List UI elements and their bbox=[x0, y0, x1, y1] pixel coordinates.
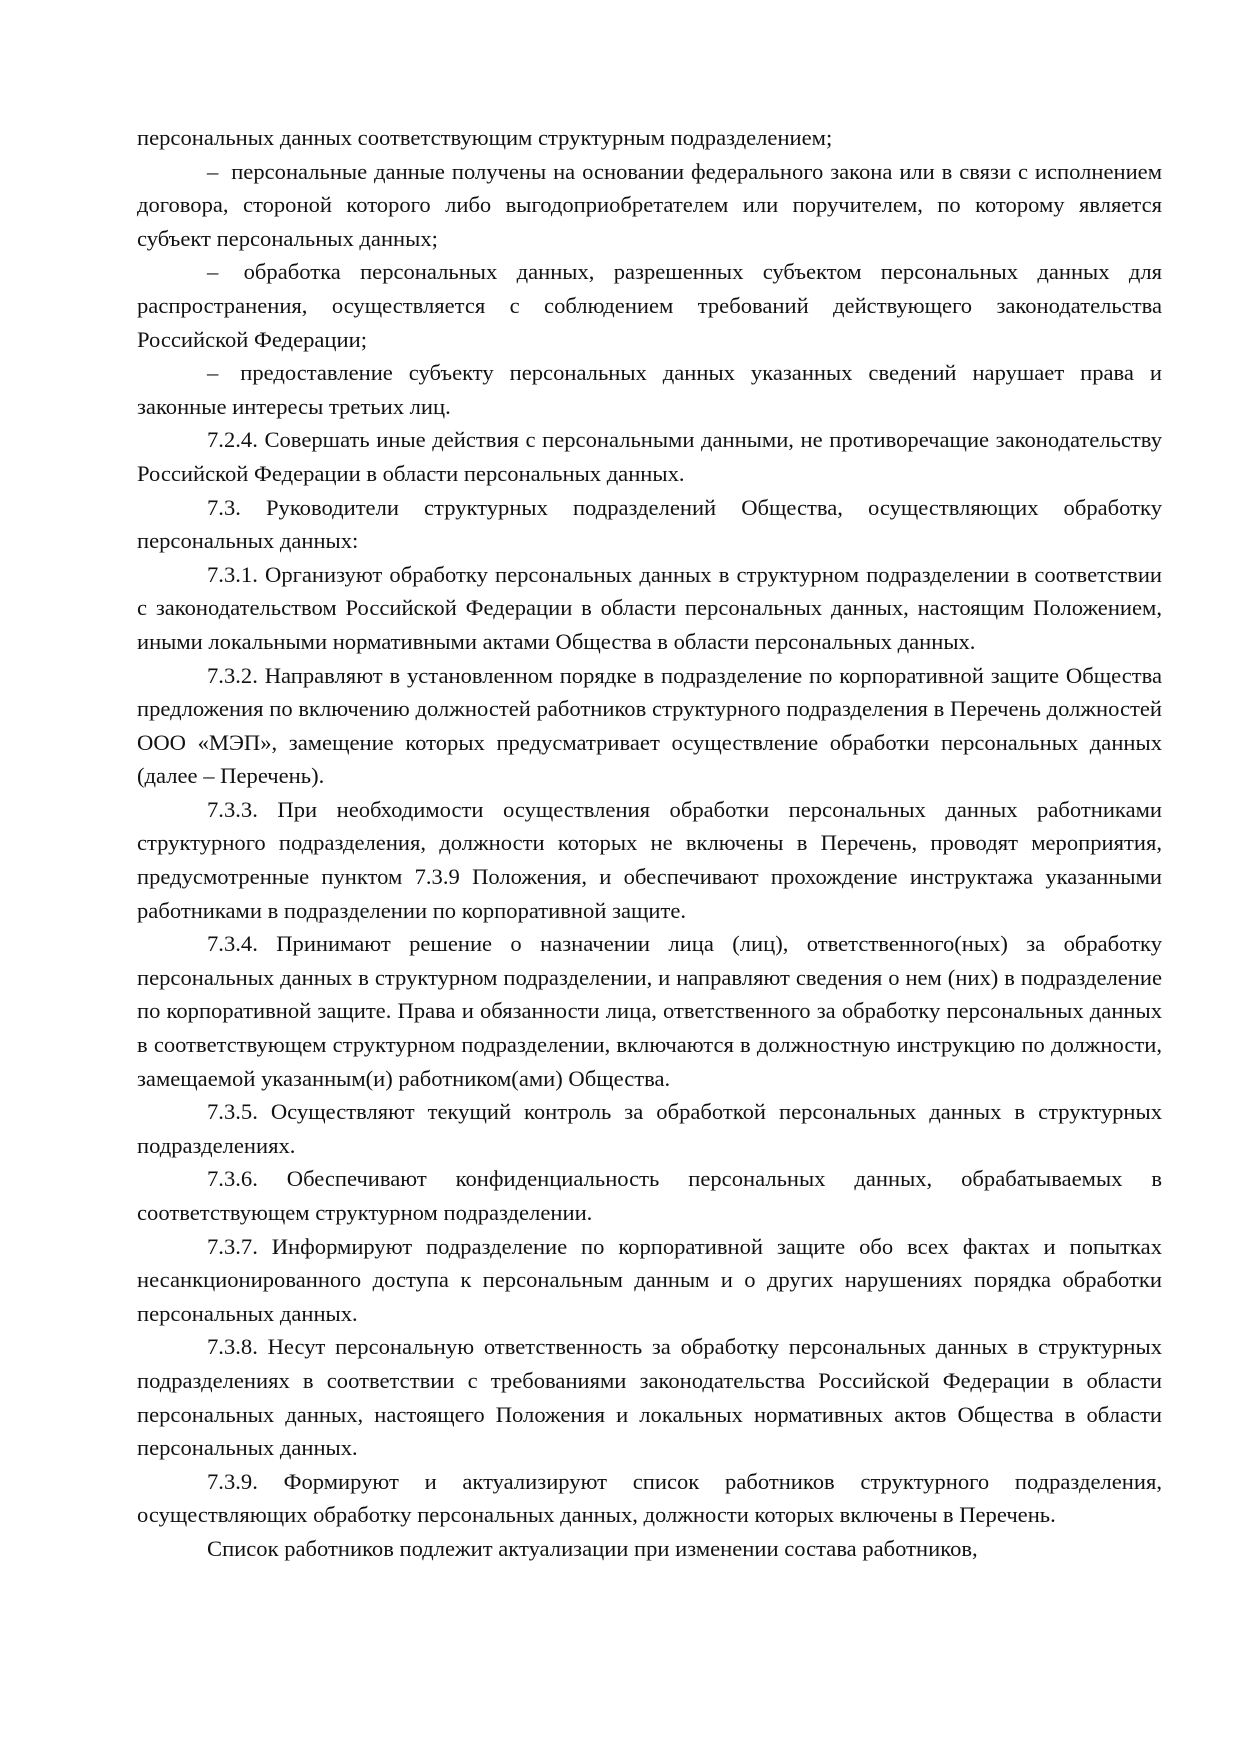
clause-number: 7.2.4. bbox=[207, 427, 258, 453]
clause-number: 7.3.8. bbox=[207, 1334, 258, 1360]
clause-text: Формируют и актуализируют список работников структурного подразделения, осуществляющих обработку персональных данных, должности которых включены в Перечень. bbox=[137, 1468, 1162, 1528]
clause-number: 7.3.7. bbox=[207, 1233, 258, 1259]
clause-number: 7.3.3. bbox=[207, 796, 258, 822]
clause-text: Совершать иные действия с персональными данными, не противоречащие законодательству Российской Федерации в области персональных данных. bbox=[137, 427, 1162, 486]
clause-7-3-3 bbox=[137, 793, 1162, 927]
paragraph-text: персональных данных соответствующим структурным подразделением; bbox=[137, 125, 833, 150]
clause-text: Направляют в установленном порядке в подразделение по корпоративной защите Общества предложения по включению должностей работников структурного подразделения в Перечень должностей ООО «МЭП», замещение которых предусматривает осуществление обработки персональных данных (далее – Перечень). bbox=[137, 662, 1162, 789]
clause-text: Принимают решение о назначении лица (лиц), ответственного(ных) за обработку персональных данных в структурном подразделении, и направляют сведения о нем (них) в подразделение по корпоративной защите. Права и обязанности лица, ответственного за обработку персональных данных в соответствующем структурном подразделении, включаются в должностную инструкцию по должности, замещаемой указанным(и) работником(ами) Общества. bbox=[137, 931, 1163, 1091]
clause-text: Руководители структурных подразделений Общества, осуществляющих обработку персональных данных: bbox=[137, 494, 1162, 554]
clause-7-2-4 bbox=[137, 423, 1162, 490]
clause-text: Информируют подразделение по корпоративной защите обо всех фактах и попытках несанкционированного доступа к персональным данным и о других нарушениях порядка обработки персональных данных. bbox=[137, 1233, 1162, 1326]
clause-number: 7.3.5. bbox=[207, 1099, 258, 1125]
clause-text: Несут персональную ответственность за обработку персональных данных в структурных подразделениях в соответствии с требованиями законодательства Российской Федерации в области персональных данных, настоящего Положения и локальных нормативных актов Общества в области персональных данных. bbox=[137, 1334, 1162, 1461]
dash-marker: – bbox=[207, 360, 219, 386]
clause-text: Организуют обработку персональных данных в структурном подразделении в соответствии с законодательством Российской Федерации в области персональных данных, настоящим Положением, иными локальными нормативными актами Общества в области персональных данных. bbox=[137, 561, 1163, 654]
clause-number: 7.3. bbox=[207, 494, 241, 520]
paragraph-text: Список работников подлежит актуализации при изменении состава работников, bbox=[207, 1535, 978, 1561]
clause-text: Обеспечивают конфиденциальность персональных данных, обрабатываемых в соответствующем структурном подразделении. bbox=[137, 1166, 1162, 1225]
clause-7-3-9 bbox=[137, 1465, 1162, 1532]
clause-text: Осуществляют текущий контроль за обработкой персональных данных в структурных подразделениях. bbox=[137, 1099, 1162, 1158]
list-item-text: персональные данные получены на основании федерального закона или в связи с исполнением договора, стороной которого либо выгодоприобретателем или поручителем, по которому является субъект персональных данных; bbox=[137, 158, 1162, 251]
clause-number: 7.3.6. bbox=[207, 1166, 258, 1192]
list-item-text: предоставление субъекту персональных данных указанных сведений нарушает права и законные интересы третьих лиц. bbox=[137, 360, 1162, 419]
paragraph bbox=[137, 121, 1162, 155]
clause-7-3-6 bbox=[137, 1162, 1162, 1229]
dash-marker: – bbox=[207, 259, 219, 285]
clause-7-3-4 bbox=[137, 927, 1162, 1095]
clause-7-3 bbox=[137, 491, 1162, 558]
clause-number: 7.3.2. bbox=[207, 662, 258, 688]
clause-7-3-1 bbox=[137, 558, 1162, 659]
clause-number: 7.3.9. bbox=[207, 1468, 258, 1494]
clause-number: 7.3.4. bbox=[207, 931, 258, 957]
dash-marker: – bbox=[207, 158, 219, 184]
list-item bbox=[137, 255, 1162, 356]
clause-7-3-5 bbox=[137, 1095, 1162, 1162]
clause-7-3-2 bbox=[137, 659, 1162, 793]
clause-number: 7.3.1. bbox=[207, 561, 258, 587]
paragraph bbox=[137, 1532, 1162, 1566]
clause-text: При необходимости осуществления обработки персональных данных работниками структурного подразделения, должности которых не включены в Перечень, проводят мероприятия, предусмотренные пунктом 7.3.9 Положения, и обеспечивают прохождение инструктажа указанными работниками в подразделении по корпоративной защите. bbox=[137, 796, 1162, 923]
clause-7-3-8 bbox=[137, 1330, 1162, 1464]
clause-7-3-7 bbox=[137, 1230, 1162, 1331]
list-item-text: обработка персональных данных, разрешенных субъектом персональных данных для распространения, осуществляется с соблюдением требований действующего законодательства Российской Федерации; bbox=[137, 259, 1162, 352]
list-item bbox=[137, 155, 1162, 256]
list-item bbox=[137, 356, 1162, 423]
